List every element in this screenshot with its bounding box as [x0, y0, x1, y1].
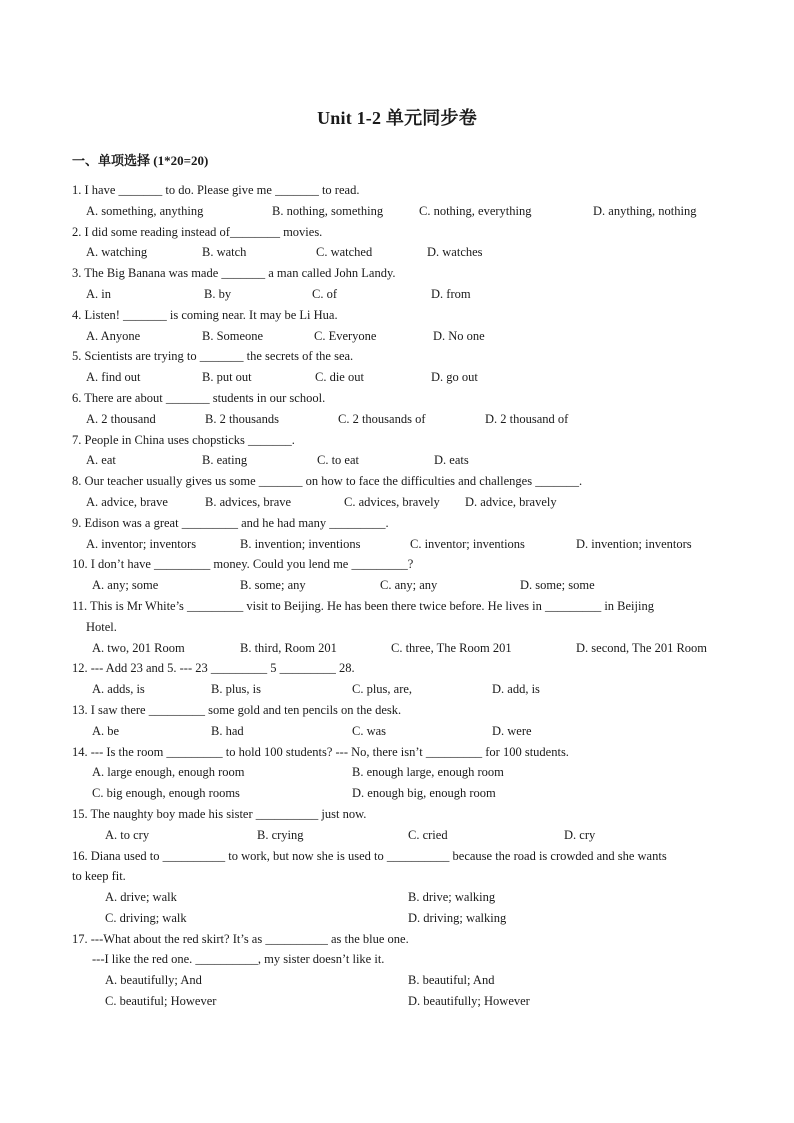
answer-option[interactable]: D. anything, nothing — [593, 203, 697, 218]
answer-option[interactable]: B. Someone — [202, 328, 264, 343]
answer-option[interactable]: C. inventor; inventions — [410, 536, 525, 551]
answer-option[interactable]: D. advice, bravely — [465, 494, 557, 509]
options-row — [0, 721, 794, 742]
answer-option[interactable]: D. cry — [564, 827, 596, 842]
question-list — [0, 180, 794, 1012]
answer-option[interactable]: C. cried — [408, 827, 448, 842]
answer-option[interactable]: A. to cry — [105, 827, 150, 842]
answer-option[interactable]: C. advices, bravely — [344, 494, 440, 509]
answer-option[interactable]: D. some; some — [520, 578, 595, 593]
options-row — [0, 450, 794, 471]
answer-option[interactable]: A. in — [86, 286, 111, 301]
answer-option[interactable]: A. eat — [86, 453, 116, 468]
answer-option[interactable]: B. enough large, enough room — [352, 765, 504, 780]
question-text: 15. The naughty boy made his sister __________ just now. — [72, 806, 367, 821]
answer-option[interactable]: D. enough big, enough room — [352, 786, 496, 801]
options-row — [0, 534, 794, 555]
question-text: 14. --- Is the room _________ to hold 100 students? --- No, there isn’t _________ for 100 students. — [72, 744, 569, 759]
question-stem — [0, 430, 794, 451]
answer-option[interactable]: B. watch — [202, 245, 247, 260]
question-stem — [0, 263, 794, 284]
question-text: 12. --- Add 23 and 5. --- 23 _________ 5 _________ 28. — [72, 661, 355, 676]
answer-option[interactable]: B. some; any — [240, 578, 306, 593]
answer-option[interactable]: B. beautiful; And — [408, 973, 495, 988]
question-stem — [0, 742, 794, 763]
answer-option[interactable]: A. something, anything — [86, 203, 204, 218]
question-stem — [0, 949, 794, 970]
answer-option[interactable]: B. put out — [202, 370, 252, 385]
options-row — [0, 908, 794, 929]
answer-option[interactable]: B. invention; inventions — [240, 536, 361, 551]
answer-option[interactable]: D. go out — [431, 370, 478, 385]
options-row — [0, 326, 794, 347]
options-row — [0, 284, 794, 305]
answer-option[interactable]: A. two, 201 Room — [92, 640, 185, 655]
question-stem — [0, 180, 794, 201]
answer-option[interactable]: D. driving; walking — [408, 910, 507, 925]
question-text: Hotel. — [86, 619, 117, 634]
question-stem — [0, 617, 794, 638]
answer-option[interactable]: A. be — [92, 723, 120, 738]
question-stem — [0, 513, 794, 534]
answer-option[interactable]: C. die out — [315, 370, 364, 385]
options-row — [0, 991, 794, 1012]
question-stem — [0, 658, 794, 679]
answer-option[interactable]: A. inventor; inventors — [86, 536, 197, 551]
options-row — [0, 575, 794, 596]
answer-option[interactable]: B. 2 thousands — [205, 411, 279, 426]
question-text: 6. There are about _______ students in our school. — [72, 390, 326, 405]
answer-option[interactable]: D. No one — [433, 328, 485, 343]
answer-option[interactable]: D. watches — [427, 245, 483, 260]
question-stem — [0, 346, 794, 367]
question-text: 13. I saw there _________ some gold and ten pencils on the desk. — [72, 702, 402, 717]
section-heading: 一、单项选择 (1*20=20) — [72, 153, 209, 168]
answer-option[interactable]: A. watching — [86, 245, 148, 260]
question-text: ---I like the red one. __________, my sister doesn’t like it. — [92, 952, 385, 967]
answer-option[interactable]: C. plus, are, — [352, 682, 413, 697]
answer-option[interactable]: C. to eat — [317, 453, 360, 468]
options-row — [0, 367, 794, 388]
answer-option[interactable]: D. eats — [434, 453, 469, 468]
question-stem — [0, 929, 794, 950]
answer-option[interactable]: B. eating — [202, 453, 248, 468]
question-text: 9. Edison was a great _________ and he had many _________. — [72, 515, 389, 530]
options-row — [0, 409, 794, 430]
options-row — [0, 970, 794, 991]
options-row — [0, 762, 794, 783]
answer-option[interactable]: A. beautifully; And — [105, 973, 202, 988]
question-stem — [0, 388, 794, 409]
question-stem — [0, 804, 794, 825]
answer-option[interactable]: A. adds, is — [92, 682, 145, 697]
answer-option[interactable]: A. find out — [86, 370, 141, 385]
answer-option[interactable]: D. invention; inventors — [576, 536, 692, 551]
answer-option[interactable]: C. nothing, everything — [419, 203, 532, 218]
answer-option[interactable]: D. from — [431, 286, 471, 301]
options-row — [0, 201, 794, 222]
question-stem — [0, 866, 794, 887]
page-title: Unit 1-2 单元同步卷 — [317, 108, 477, 128]
answer-option[interactable]: D. second, The 201 Room — [576, 640, 708, 655]
answer-option[interactable]: B. advices, brave — [205, 494, 292, 509]
question-text: 5. Scientists are trying to _______ the secrets of the sea. — [72, 349, 354, 364]
question-stem — [0, 222, 794, 243]
question-text: 2. I did some reading instead of________ movies. — [72, 224, 323, 239]
options-row — [0, 825, 794, 846]
answer-option[interactable]: B. crying — [257, 827, 304, 842]
answer-option[interactable]: A. any; some — [92, 578, 159, 593]
answer-option[interactable]: C. 2 thousands of — [338, 411, 426, 426]
answer-option[interactable]: C. was — [352, 723, 387, 738]
answer-option[interactable]: B. by — [204, 286, 232, 301]
question-text: 11. This is Mr White’s _________ visit to Beijing. He has been there twice before. He lives in _________ in Beijing — [72, 598, 654, 613]
answer-option[interactable]: B. had — [211, 723, 244, 738]
question-stem — [0, 596, 794, 617]
answer-option[interactable]: B. drive; walking — [408, 890, 496, 905]
question-text: 7. People in China uses chopsticks _______. — [72, 432, 295, 447]
question-stem — [0, 305, 794, 326]
question-text: 17. ---What about the red skirt? It’s as __________ as the blue one. — [72, 931, 409, 946]
answer-option[interactable]: D. 2 thousand of — [485, 411, 569, 426]
answer-option[interactable]: B. nothing, something — [272, 203, 384, 218]
answer-option[interactable]: D. add, is — [492, 682, 540, 697]
answer-option[interactable]: A. large enough, enough room — [92, 765, 245, 780]
question-text: to keep fit. — [72, 869, 126, 884]
options-row — [0, 783, 794, 804]
question-stem — [0, 846, 794, 867]
question-text: 8. Our teacher usually gives us some _______ on how to face the difficulties and challenges _______. — [72, 474, 583, 489]
question-stem — [0, 471, 794, 492]
question-stem — [0, 554, 794, 575]
options-row — [0, 679, 794, 700]
answer-option[interactable]: B. plus, is — [211, 682, 262, 697]
options-row — [0, 492, 794, 513]
answer-option[interactable]: A. advice, brave — [86, 494, 168, 509]
question-text: 3. The Big Banana was made _______ a man called John Landy. — [72, 266, 396, 281]
answer-option[interactable]: C. three, The Room 201 — [391, 640, 512, 655]
answer-option[interactable]: A. Anyone — [86, 328, 141, 343]
answer-option[interactable]: C. beautiful; However — [105, 994, 217, 1009]
answer-option[interactable]: A. 2 thousand — [86, 411, 156, 426]
options-row — [0, 638, 794, 659]
question-text: 16. Diana used to __________ to work, but now she is used to __________ because the road is crowded and she wants — [72, 848, 667, 863]
answer-option[interactable]: C. driving; walk — [105, 910, 187, 925]
answer-option[interactable]: D. beautifully; However — [408, 994, 530, 1009]
question-text: 1. I have _______ to do. Please give me _______ to read. — [72, 183, 360, 197]
answer-option[interactable]: C. big enough, enough rooms — [92, 786, 240, 801]
answer-option[interactable]: C. any; any — [380, 578, 438, 593]
options-row — [0, 242, 794, 263]
answer-option[interactable]: C. Everyone — [314, 328, 377, 343]
question-text: 10. I don’t have _________ money. Could you lend me _________? — [72, 557, 414, 572]
answer-option[interactable]: C. of — [312, 286, 337, 301]
answer-option[interactable]: D. were — [492, 723, 532, 738]
answer-option[interactable]: A. drive; walk — [105, 890, 177, 905]
answer-option[interactable]: B. third, Room 201 — [240, 640, 337, 655]
options-row — [0, 887, 794, 908]
answer-option[interactable]: C. watched — [316, 245, 373, 260]
question-stem — [0, 700, 794, 721]
question-text: 4. Listen! _______ is coming near. It may be Li Hua. — [72, 307, 338, 322]
